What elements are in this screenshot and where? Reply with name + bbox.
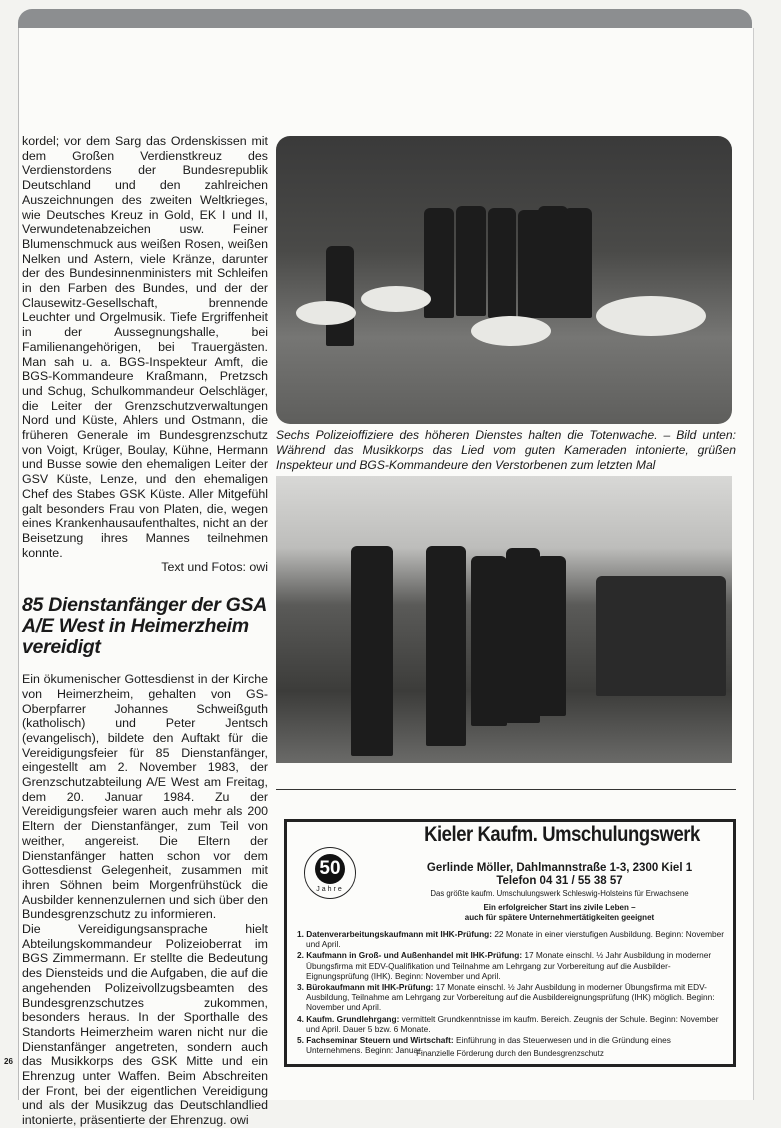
ad-title: Kieler Kaufm. Umschulungswerk [424, 823, 700, 846]
course-item: 2. Kaufmann in Groß- und Außenhandel mit IHK-Prüfung: 17 Monate einschl. ½ Jahr Ausbildung in moderner Übungsfirma mit EDV-Qualifikation und Teilnahme am Lehrgang zur Vorbereitung auf die Ausbilder-Eignungsprüfung (IHK). Beginn: November und April. [297, 950, 712, 981]
ad-phone: Telefon 04 31 / 55 38 57 [496, 874, 623, 887]
ad-slogan-line: Ein erfolgreicher Start ins zivile Leben – [483, 903, 636, 912]
anniversary-badge [304, 847, 356, 899]
course-item: 3. Bürokaufmann mit IHK-Prüfung: 17 Monate einschl. ½ Jahr Ausbildung in moderner Übungsfirma mit EDV-Ausbildung, Teilnahme am Lehrgang zur Vorbereitung auf die Ausbildereignungsprüfung (IHK) möglich. Beginn: November und April. [297, 982, 715, 1013]
article1-body: kordel; vor dem Sarg das Ordenskissen mit dem Großen Verdienstkreuz des Verdienstordens der Bundesrepublik Deutschland und den zahlreichen Auszeichnungen des zweiten Weltkrieges, wie Deutsches Kreuz in Gold, EK I und II, Verwundetenabzeichen usw. Feiner Blumenschmuck aus weißen Rosen, weißen Nelken und Astern, viele Kränze, darunter der des Bundesinnenministers mit Schleifen in den Farben des Bundes, und der der Clausewitz-Gesellschaft, brennende Leuchter und Orgelmusik. Tiefe Ergriffenheit in der Aussegnungshalle, bei Familienangehörigen, bei Trauergästen. Man sah u. a. BGS-Inspekteur Amft, die BGS-Kommandeure Kraßmann, Pretzsch und Schug, Schulkommandeur Oelschläger, die Leiter der Grenzschutzverwaltungen Nord und Küste, Ahlers und Ostmann, die früheren Generale im Bundesgrenzschutz von Voigt, Krüger, Boulay, Kühne, Hermann und Busse sowie den ehemaligen Leiter der GSV Küste, Lenze, und den ehemaligen Chef des Stabes GSK Küste. Aller Mitgefühl galt besonders Frau von Platen, die, wegen eines Krankenhausaufenthaltes, nicht an der Beisetzung ihres Mannes teilnehmen konnte. [22, 134, 268, 560]
divider [276, 789, 736, 790]
article2-paragraph-1: Ein ökumenischer Gottesdienst in der Kirche von Heimerzheim, gehalten von GS-Oberpfarrer Johannes Schweißguth (katholisch) und Peter Jentsch (evangelisch), bildete den Auftakt für die Vereidigungsfeier für 85 Dienstanfänger, eingestellt am 2. November 1983, der Grenzschutzabteilung A/E West am Freitag, dem 20. Januar 1984. Zu der Vereidigungsfeier waren auch mehr als 200 Eltern der Dienstanfänger, zum Teil von weither, angereist. Die Eltern der Dienstanfänger hatten schon vor dem Gottesdienst Gelegenheit, zusammen mit ihren Söhnen beim Morgenfrühstück die Ausbilder kennenzulernen und sich über den Bundesgrenzschutz zu informieren. [22, 672, 268, 922]
course-list [297, 929, 725, 1056]
course-item: 5. Fachseminar Steuern und Wirtschaft: Einführung in das Steuerwesen und in die Gründung eines Unternehmens. Beginn: Januar. [297, 1035, 671, 1056]
article2-headline: 85 Dienstanfänger der GSA A/E West in Heimerzheim vereidigt [22, 594, 267, 659]
ad-footer: Finanzielle Förderung durch den Bundesgrenzschutz [416, 1049, 604, 1058]
photo-honor-guard [276, 136, 732, 424]
badge-label: Jahre [316, 886, 344, 893]
ad-slogan-line: auch für spätere Unternehmertätigkeiten geeignet [464, 913, 655, 922]
article2-paragraph-2: Die Vereidigungsansprache hielt Abteilungskommandeur Polizeioberrat im BGS Zimmermann. Er stellte die Bedeutung des Diensteids und die Aufgaben, die auf die angehenden Polizeivollzugsbeamten des Bundesgrenzschutzes zukommen, besonders heraus. In der Sporthalle des Standorts Heimerzheim waren nicht nur die Dienstanfänger angetreten, sondern auch das Musikkorps des GSK Mitte und ein Ehrenzug unter Waffen. Beim Abschreiten der Front, bei der eigentlichen Vereidigung und als der Musikzug das Deutschlandlied intonierte, präsentierte der Ehrenzug. owi [22, 922, 268, 1128]
ad-address-block [387, 862, 732, 887]
page-number: 26 [4, 1057, 13, 1066]
photo-salute [276, 476, 732, 763]
ad-address: Gerlinde Möller, Dahlmannstraße 1-3, 2300 Kiel 1 [426, 862, 693, 874]
ad-subtitle: Das größte kaufm. Umschulungswerk Schleswig-Holsteins für Erwachsene [430, 889, 689, 898]
course-item: 4. Kaufm. Grundlehrgang: vermittelt Grundkenntnisse im kaufm. Bereich. Zeugnis der Schule. Beginn: November und April. Dauer 5 bzw. 6 Monate. [297, 1013, 719, 1034]
course-item: 1. Datenverarbeitungskaufmann mit IHK-Prüfung: 22 Monate in einer vierstufigen Ausbildung. Beginn: November und April. [297, 929, 725, 950]
text-column [22, 134, 268, 1128]
ad-slogan [387, 903, 732, 923]
advertisement [284, 819, 736, 1067]
photo-caption: Sechs Polizeioffiziere des höheren Dienstes halten die Totenwache. – Bild unten: Während das Musikkorps das Lied vom guten Kameraden intonierte, grüßen Inspekteur und BGS-Kommandeure den Verstorbenen zum letzten Mal [276, 428, 736, 472]
article1-signature: Text und Fotos: owi [161, 560, 268, 575]
badge-number: 50 [315, 854, 345, 884]
